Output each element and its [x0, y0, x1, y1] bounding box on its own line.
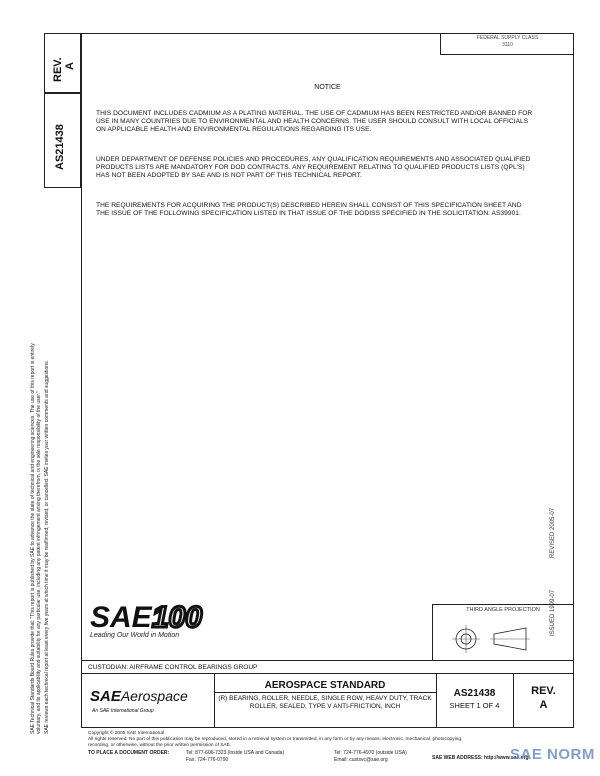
side-legal-text-1: SAE Technical Standards Board Rules provide that: "This report is published by SAE to advance the state of technical and engineering sciences. The use of this report is entirely	[30, 343, 36, 734]
sae-aerospace-logo	[90, 688, 188, 706]
standard-description: (R) BEARING, ROLLER, NEEDLE, SINGLE ROW, HEAVY DUTY, TRACK ROLLER, SEALED, TYPE V ANTI-FRICTION, INCH	[218, 695, 432, 710]
copyright-text: Copyright © 2005 SAE International	[88, 731, 165, 736]
aerospace-brand: Aerospace	[120, 688, 188, 704]
standard-divider	[214, 692, 436, 693]
phone-outside-usa: Tel: 724-776-4970 (outside USA)	[334, 750, 407, 756]
issued-date: ISSUED 1999-07	[550, 589, 556, 636]
notice-title: NOTICE	[314, 84, 341, 91]
sae-aerospace-subtitle: An SAE International Group	[92, 708, 154, 714]
sae-aerospace-brand: SAE	[90, 688, 121, 705]
rev-label-left: REV.	[52, 57, 64, 82]
notice-paragraph: THE REQUIREMENTS FOR ACQUIRING THE PRODUCT(S) DESCRIBED HEREIN SHALL CONSIST OF THIS SPECIFICATION SHEET AND THE ISSUE OF THE FOLLOWING SPECIFICATION LISTED IN THAT ISSUE OF THE DODISS SPECIFIED IN THE SOLICITATION: AS39901.	[96, 202, 522, 217]
web-address[interactable]: SAE WEB ADDRESS: http://www.sae.org	[432, 755, 529, 761]
order-label: TO PLACE A DOCUMENT ORDER:	[88, 750, 170, 756]
notice-paragraph: UNDER DEPARTMENT OF DEFENSE POLICIES AND PROCEDURES, ANY QUALIFICATION REQUIREMENTS AND ASSOCIATED QUALIFIED PRODUCTS LISTS ARE MANDATORY FOR DOD CONTRACTS. ANY REQUIREMENT RELATING TO QUALIFIED PRODUCTS LISTS (QPL'S) HAS NOT BEEN ADOPTED BY SAE AND IS NOT PART OF THIS TECHNICAL REPORT.	[96, 156, 531, 179]
rev-value: A	[539, 699, 548, 711]
doc-number: AS21438	[453, 688, 496, 699]
side-legal-text-1b: voluntary, and its applicability and suitability for any particular use, including any patent infringement arising therefrom, is the sole responsibility of the user."	[36, 391, 42, 734]
standard-title: AEROSPACE STANDARD	[264, 680, 386, 691]
fax-number: Fax: 724-776-0790	[186, 757, 229, 763]
doc-number-left: AS21438	[54, 124, 66, 170]
phone-inside-usa: Tel: 877-606-7323 (inside USA and Canada)	[186, 750, 285, 756]
sae-logo-text: SAE	[90, 601, 152, 634]
logo-100-text: 100	[152, 601, 203, 634]
side-legal-text-2: SAE reviews each technical report at least every five years at which time it may be reaffirmed, revised, or cancelled. SAE invites your written comments and suggestions.	[44, 360, 50, 734]
rev-value-left: A	[64, 62, 76, 70]
revised-date: REVISED 2005-07	[550, 507, 556, 558]
sheet-number: SHEET 1 OF 4	[449, 701, 500, 710]
rights-text: All rights reserved. No part of this publication may be reproduced, stored in a retrieval system or transmitted, in any form or by any means, electronic, mechanical, photocopying,	[88, 737, 463, 742]
sae-norm-watermark: SAE NORM	[510, 746, 595, 763]
third-angle-projection-icon	[450, 622, 550, 656]
notice-paragraph: THIS DOCUMENT INCLUDES CADMIUM AS A PLATING MATERIAL. THE USE OF CADMIUM HAS BEEN RESTRICTED AND/OR BANNED FOR USE IN MANY COUNTRIES DUE TO ENVIRONMENTAL AND HEALTH CONCERNS. THE USER SHOULD CONSULT WITH LOCAL OFFICIALS ON APPLICABLE HEALTH AND ENVIRONMENTAL REGULATIONS REGARDING ITS USE.	[96, 110, 533, 133]
projection-label: THIRD ANGLE PROJECTION	[466, 607, 540, 613]
slogan: Leading Our World in Motion	[90, 632, 180, 639]
sae-100-logo	[88, 600, 218, 634]
supply-class-box: FEDERAL SUPPLY CLASS 3110	[440, 33, 574, 55]
email-address[interactable]: Email: custsvc@sae.org	[334, 757, 388, 763]
rev-label: REV.	[531, 685, 556, 697]
rights-text-2: recording, or otherwise, without the prior written permission of SAE.	[88, 743, 232, 748]
custodian-text: CUSTODIAN: AIRFRAME CONTROL BEARINGS GROUP	[88, 664, 258, 671]
